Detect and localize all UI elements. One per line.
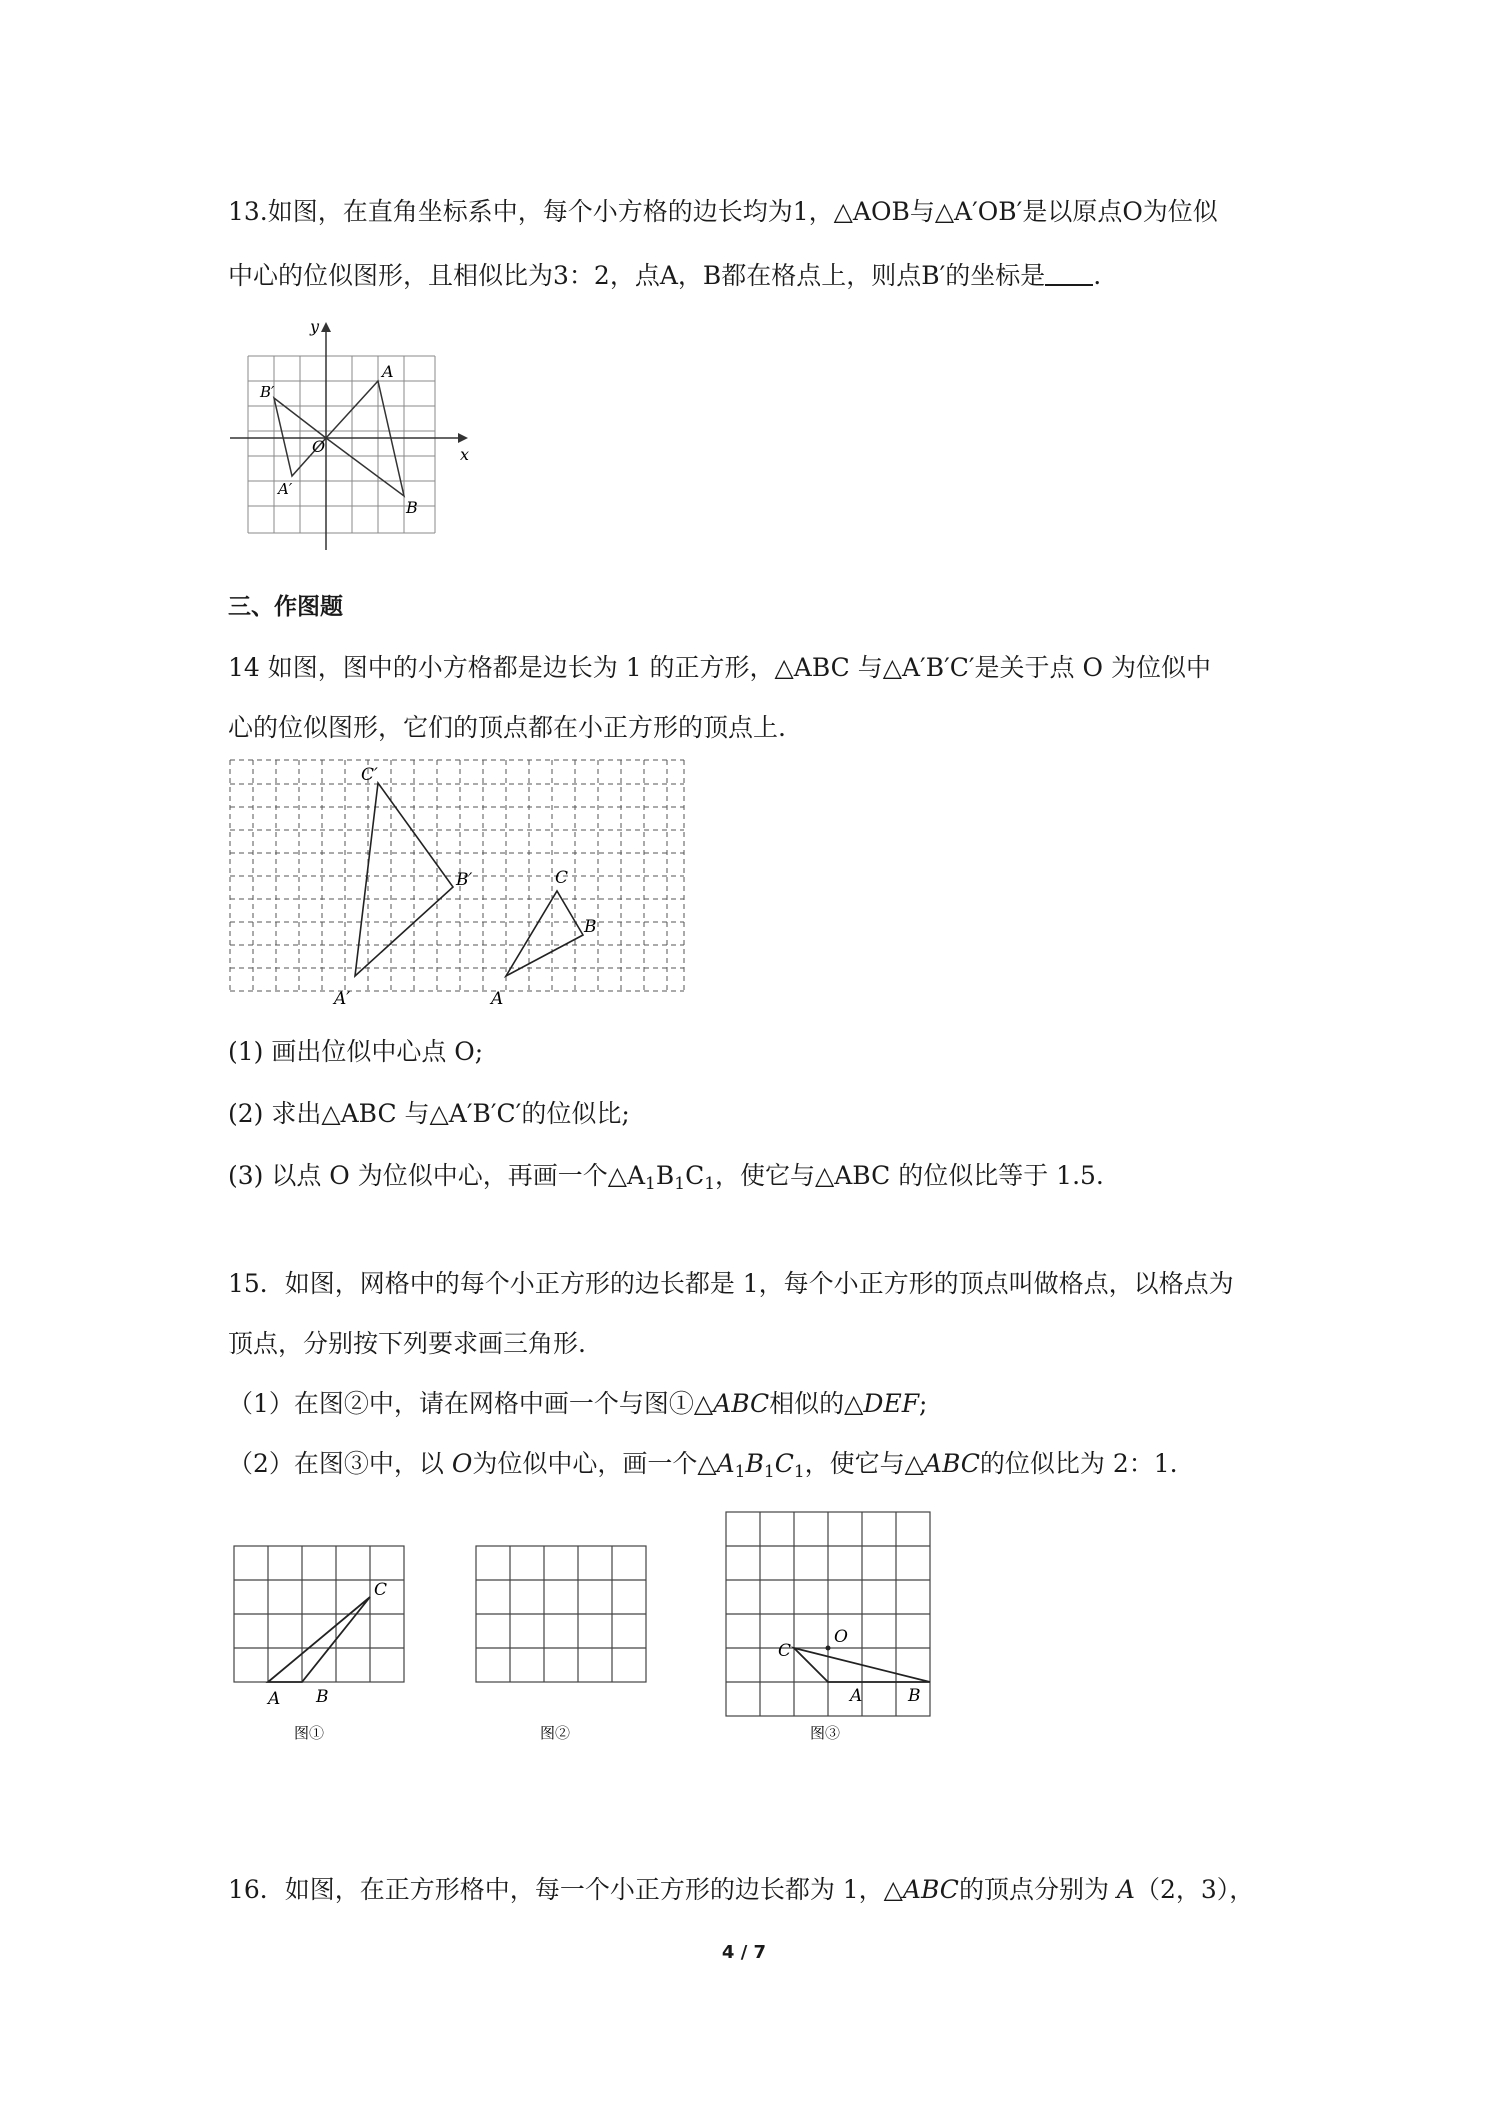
q15-part2-text-b: 为位似中心，画一个△ xyxy=(472,1449,717,1478)
q16-line1 xyxy=(228,1870,1254,1906)
q16-text-c: （2，3）， xyxy=(1134,1875,1255,1904)
q16-point-a: A xyxy=(1116,1875,1135,1904)
origin-label: O xyxy=(312,437,326,456)
q15-part2-c1: C xyxy=(774,1449,794,1478)
subscript: 1 xyxy=(645,1174,656,1194)
point-A-label: A xyxy=(382,362,394,381)
label-B: B xyxy=(584,917,597,937)
q15-part2 xyxy=(228,1444,1178,1482)
triangle-ABC-small xyxy=(506,891,583,976)
x-axis-arrow xyxy=(458,433,468,443)
q15-part2-text-a: （2）在图③中，以 xyxy=(228,1449,452,1478)
fig1-label-C: C xyxy=(374,1580,388,1600)
triangle-A1B1C1-large xyxy=(355,783,453,976)
page-number: 4 / 7 xyxy=(721,1942,767,1963)
q14-part3-text-c: C xyxy=(685,1161,705,1190)
q13-coordinate-figure xyxy=(230,318,475,558)
point-A1-label: A′ xyxy=(278,480,293,498)
triangle-ABC xyxy=(268,1597,370,1682)
q15-line2: 顶点，分别按下列要求画三角形. xyxy=(228,1329,586,1358)
q13-line2-end: . xyxy=(1093,261,1102,290)
q14-part2: (2) 求出△ABC 与△A′B′C′的位似比; xyxy=(228,1099,630,1128)
q13-line1: 13.如图，在直角坐标系中，每个小方格的边长均为1，△AOB与△A′OB′是以原点O为位似 xyxy=(228,197,1218,226)
q14-part1: (1) 画出位似中心点 O; xyxy=(228,1037,484,1066)
fig3-label-O: O xyxy=(834,1627,848,1647)
label-C1: C′ xyxy=(361,765,378,785)
subscript: 1 xyxy=(674,1174,686,1194)
q15-figure-2 xyxy=(470,1540,655,1740)
fig3-caption: 图③ xyxy=(810,1724,841,1742)
subscript: 1 xyxy=(763,1462,775,1482)
q14-line1: 14 如图，图中的小方格都是边长为 1 的正方形，△ABC 与△A′B′C′是关于点 O 为位似中 xyxy=(228,653,1211,682)
section-heading: 三、作图题 xyxy=(228,594,343,620)
q14-part3 xyxy=(228,1156,1104,1194)
label-A: A xyxy=(491,989,504,1009)
q15-part2-abc: ABC xyxy=(923,1449,980,1478)
q15-part2-text-c: ，使它与△ xyxy=(804,1449,924,1478)
label-C: C xyxy=(555,868,569,888)
subscript: 1 xyxy=(704,1174,716,1194)
q15-part1-text-a: （1）在图②中，请在网格中画一个与图①△ xyxy=(228,1389,714,1418)
q16-text-a: 16．如图，在正方形格中，每一个小正方形的边长都为 1，△ xyxy=(228,1875,903,1904)
q16-text-b: 的顶点分别为 xyxy=(958,1875,1117,1904)
q14-part3-text-d: ，使它与△ABC 的位似比等于 1.5. xyxy=(715,1161,1104,1190)
fig1-label-A: A xyxy=(268,1689,281,1709)
subscript: 1 xyxy=(734,1462,746,1482)
fig3-label-A: A xyxy=(850,1686,863,1706)
label-A1: A′ xyxy=(334,989,351,1009)
q15-part2-a1: A xyxy=(716,1449,735,1478)
fig3-label-B: B xyxy=(908,1686,921,1706)
x-axis-label: x xyxy=(460,445,470,464)
point-B-label: B xyxy=(406,498,418,517)
q15-part1-text-c: ; xyxy=(919,1389,928,1418)
q15-part2-o: O xyxy=(451,1449,473,1478)
q15-part1-def: DEF xyxy=(863,1389,920,1418)
answer-blank xyxy=(1045,264,1093,286)
point-O xyxy=(826,1646,831,1651)
point-B1-label: B′ xyxy=(260,383,275,401)
fig1-caption: 图① xyxy=(294,1724,325,1742)
q14-line2: 心的位似图形，它们的顶点都在小正方形的顶点上. xyxy=(228,713,786,742)
q13-line2-text: 中心的位似图形，且相似比为3：2，点A，B都在格点上，则点B′的坐标是 xyxy=(228,261,1046,290)
fig1-label-B: B xyxy=(316,1687,329,1707)
subscript: 1 xyxy=(793,1462,805,1482)
q16-abc: ABC xyxy=(902,1875,959,1904)
fig3-label-C: C xyxy=(778,1641,792,1661)
q15-part1-abc: ABC xyxy=(713,1389,770,1418)
fig2-caption: 图② xyxy=(540,1724,571,1742)
q15-figure-1 xyxy=(228,1540,413,1740)
q15-figure-3 xyxy=(722,1508,937,1740)
q15-part1 xyxy=(228,1384,927,1420)
q14-grid-figure xyxy=(228,756,688,1016)
q15-line1: 15．如图，网格中的每个小正方形的边长都是 1，每个小正方形的顶点叫做格点，以格点为 xyxy=(228,1269,1234,1298)
y-axis-arrow xyxy=(321,322,331,332)
label-B1: B′ xyxy=(456,870,473,890)
y-axis-label: y xyxy=(310,317,320,336)
q15-part2-b1: B xyxy=(745,1449,764,1478)
q15-part1-text-b: 相似的△ xyxy=(769,1389,864,1418)
q14-part3-text-b: B xyxy=(655,1161,675,1190)
q14-part3-text-a: (3) 以点 O 为位似中心，再画一个△A xyxy=(228,1161,646,1190)
q15-part2-text-d: 的位似比为 2：1. xyxy=(979,1449,1178,1478)
q13-line2 xyxy=(228,256,1101,292)
